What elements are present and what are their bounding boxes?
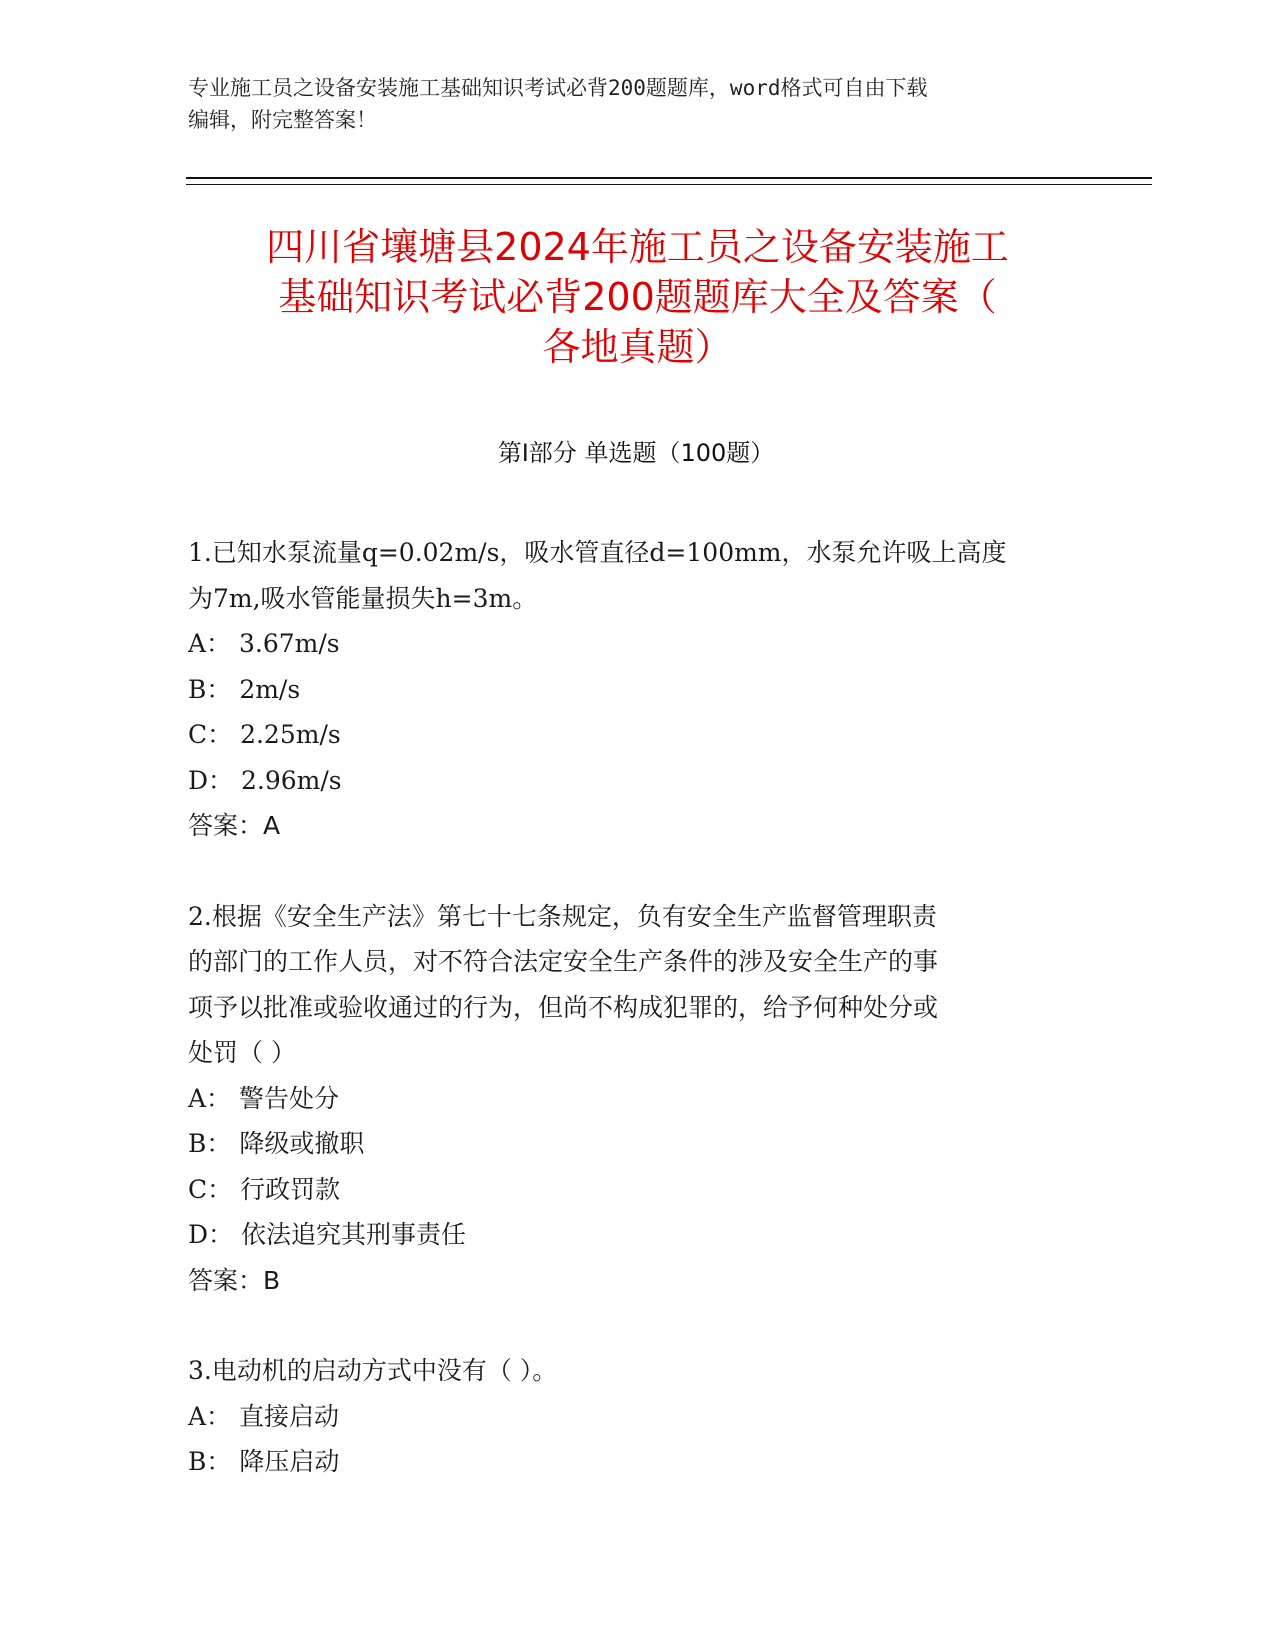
option-b: B： 降压启动 [188, 1447, 340, 1476]
question-stem-line: 的部门的工作人员，对不符合法定安全生产条件的涉及安全生产的事 [188, 947, 939, 976]
option-c: C： 2.25m/s [188, 720, 341, 749]
question-list [188, 530, 1088, 1485]
question-stem-line: 2.根据《安全生产法》第七十七条规定，负有安全生产监督管理职责 [188, 901, 937, 931]
question-stem-line: 为7m,吸水管能量损失h=3m。 [188, 583, 538, 613]
option-a: A： 3.67m/s [188, 629, 340, 658]
question-3 [188, 1348, 1088, 1485]
header-divider-thin [186, 184, 1152, 185]
option-b: B： 2m/s [188, 674, 301, 704]
header-note [188, 72, 1068, 136]
header-divider-thick [186, 177, 1152, 179]
question-stem-line: 项予以批准或验收通过的行为，但尚不构成犯罪的，给予何种处分或 [188, 992, 939, 1022]
question-spacer [188, 1303, 1088, 1348]
question-stem-line: 处罚（ ） [188, 1038, 296, 1067]
option-d: D： 2.96m/s [188, 765, 342, 795]
section-title: 第Ⅰ部分 单选题（100题） [497, 439, 775, 467]
option-a: A： 直接启动 [188, 1401, 340, 1431]
document-title-line-2: 基础知识考试必背200题题库大全及答案（ [278, 275, 997, 319]
question-stem-line: 3.电动机的启动方式中没有（ ）。 [188, 1356, 558, 1385]
question-1 [188, 530, 1088, 849]
header-note-line-2: 编辑，附完整答案！ [188, 108, 377, 132]
option-c: C： 行政罚款 [188, 1174, 341, 1204]
document-title-line-3: 各地真题） [542, 325, 733, 369]
option-d: D： 依法追究其刑事责任 [188, 1220, 466, 1249]
option-b: B： 降级或撤职 [188, 1129, 365, 1158]
option-a: A： 警告处分 [188, 1083, 340, 1113]
document-title [170, 222, 1105, 372]
document-title-line-1: 四川省壤塘县2024年施工员之设备安装施工 [266, 225, 1009, 269]
header-note-line-1: 专业施工员之设备安装施工基础知识考试必背200题题库，word格式可自由下载 [188, 76, 928, 100]
question-stem-line: 1.已知水泵流量q=0.02m/s，吸水管直径d=100mm，水泵允许吸上高度 [188, 538, 1007, 567]
answer-line: 答案：B [188, 1265, 281, 1295]
question-spacer [188, 849, 1088, 894]
answer-line: 答案：A [188, 811, 281, 840]
question-2 [188, 894, 1088, 1304]
